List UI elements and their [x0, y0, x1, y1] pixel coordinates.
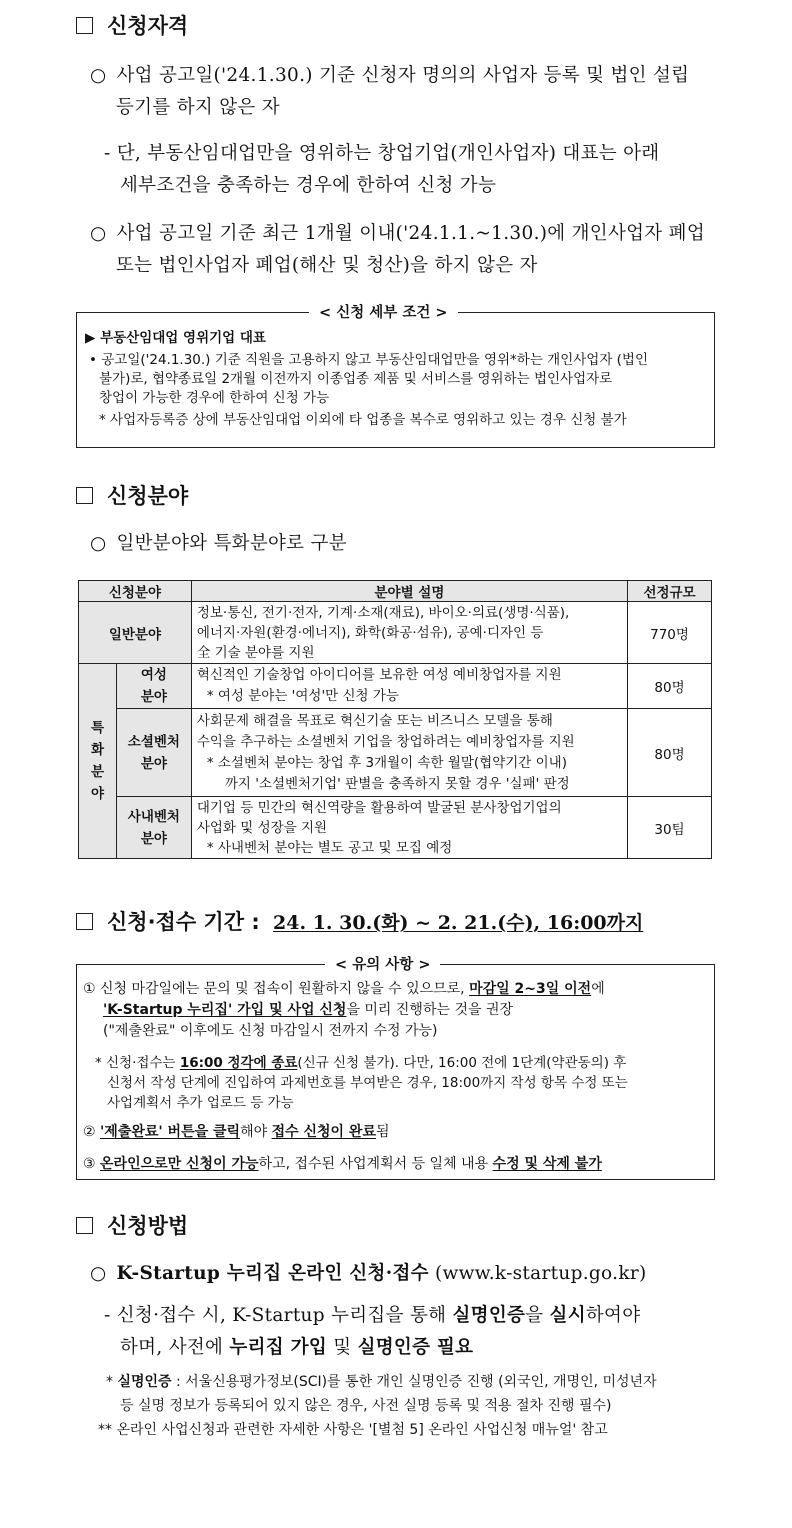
eligibility-exception: - 단, 부동산임대업만을 영위하는 창업기업(개인사업자) 대표는 아래 세부조건을 충족하는 경우에 한하여 신청 가능	[104, 143, 660, 196]
method-online: ○ K-Startup 누리집 온라인 신청·접수 (www.k-startup.go.kr)	[90, 1263, 647, 1284]
checkbox-icon	[76, 1217, 93, 1234]
circle-bullet-icon: ○	[90, 223, 107, 244]
table-row	[79, 797, 712, 859]
checkbox-icon	[76, 17, 93, 34]
table-row	[79, 664, 712, 709]
social-venture-label: 소셜벤처 분야	[116, 709, 191, 797]
table-row	[79, 602, 712, 664]
method-verification: - 신청·접수 시, K-Startup 누리집을 통해 실명인증을 실시하여야 하며, 사전에 누리집 가입 및 실명인증 필요	[104, 1305, 641, 1358]
in-house-venture-scale: 30팀	[628, 797, 712, 859]
section-title-fields: 신청분야	[76, 480, 188, 510]
table-row	[79, 709, 712, 797]
in-house-venture-desc: 대기업 등 민간의 혁신역량을 활용하여 발굴된 분사창업기업의 사업화 및 성장을 지원 * 사내벤처 분야는 별도 공고 및 모집 예정	[191, 797, 627, 859]
eligibility-item-2: ○ 사업 공고일 기준 최근 1개월 이내('24.1.1.~1.30.)에 개인사업자 폐업 또는 법인사업자 폐업(해산 및 청산)을 하지 않은 자	[90, 223, 705, 276]
eligibility-item-1: ○ 사업 공고일('24.1.30.) 기준 신청자 명의의 사업자 등록 및 법인 설립 등기를 하지 않은 자	[90, 65, 690, 118]
women-field-scale: 80명	[628, 664, 712, 709]
verification-note: * 실명인증 : 서울신용평가정보(SCI)를 통한 개인 실명인증 진행 (외국인, 개명인, 미성년자 등 실명 정보가 등록되어 있지 않은 경우, 사전 실명 등록 및 적용 절차 진행 필수)	[106, 1374, 657, 1414]
detail-conditions-box	[76, 305, 715, 448]
notice-item-2: ② '제출완료' 버튼을 클릭해야 접수 신청이 완료됨	[83, 1124, 390, 1140]
table-header: 신청분야	[79, 581, 192, 602]
social-venture-scale: 80명	[628, 709, 712, 797]
application-period: 24. 1. 30.(화) ~ 2. 21.(수), 16:00까지	[273, 912, 644, 934]
social-venture-desc: 사회문제 해결을 목표로 혁신기술 또는 비즈니스 모델을 통해 수익을 추구하는 소셜벤처 기업을 창업하려는 예비창업자를 지원 * 소셜벤처 분야는 창업 후 3개월이 속한 월말(협약기간 이내) 까지 '소셜벤처기업' 판별을 충족하지 못할 경우 '실패' 판정	[191, 709, 627, 797]
table-header: 분야별 설명	[191, 581, 627, 602]
women-field-label: 여성 분야	[116, 664, 191, 709]
notice-title: < 유의 사항 >	[325, 953, 440, 974]
special-field-label: 특 화 분 야	[79, 664, 117, 859]
notice-deadline-note: * 신청·접수는 16:00 정각에 종료(신규 신청 불가). 다만, 16:00 전에 1단계(약관동의) 후 신청서 작성 단계에 진입하여 과제번호를 부여받은 경우, 18:00까지 작성 항목 수정 또는 사업계획서 추가 업로드 등 가능	[95, 1055, 628, 1111]
table-header: 선정규모	[628, 581, 712, 602]
notice-box	[76, 957, 715, 1180]
section-title-eligibility: 신청자격	[76, 10, 188, 40]
section-title-method: 신청방법	[76, 1210, 188, 1240]
general-field-desc: 정보·통신, 전기·전자, 기계·소재(재료), 바이오·의료(생명·식품), 에너지·자원(환경·에너지), 화학(화공·섬유), 공예·디자인 등 全 기술 분야를 지원	[191, 602, 627, 664]
fields-summary: ○ 일반분야와 특화분야로 구분	[90, 533, 347, 554]
in-house-venture-label: 사내벤처 분야	[116, 797, 191, 859]
women-field-desc: 혁신적인 기술창업 아이디어를 보유한 여성 예비창업자를 지원 * 여성 분야는 '여성'만 신청 가능	[191, 664, 627, 709]
detail-conditions-text: • 공고일('24.1.30.) 기준 직원을 고용하지 않고 부동산임대업만을 영위*하는 개인사업자 (법인 불가)로, 협약종료일 2개월 이전까지 이종업종 제품 및 서비스를 영위하는 법인사업자로 창업이 가능한 경우에 한하여 신청 가능 * 사업자등록증 상에 부동산임대업 이외에 타 업종을 복수로 영위하고 있는 경우 신청 불가	[89, 352, 649, 428]
checkbox-icon	[76, 913, 93, 930]
detail-conditions-title: < 신청 세부 조건 >	[309, 301, 458, 322]
manual-reference-note: ** 온라인 사업신청과 관련한 자세한 사항은 '[별첨 5] 온라인 사업신청 매뉴얼' 참고	[98, 1422, 608, 1438]
circle-bullet-icon: ○	[90, 1263, 107, 1284]
general-field-scale: 770명	[628, 602, 712, 664]
section-title-period: 신청·접수 기간 : 24. 1. 30.(화) ~ 2. 21.(수), 16:00까지	[76, 906, 643, 936]
notice-item-3: ③ 온라인으로만 신청이 가능하고, 접수된 사업계획서 등 일체 내용 수정 및 삭제 불가	[83, 1156, 602, 1172]
notice-item-1: ① 신청 마감일에는 문의 및 접속이 원활하지 않을 수 있으므로, 마감일 2~3일 이전에 'K-Startup 누리집' 가입 및 사업 신청을 미리 진행하는 것을 권장 ("제출완료" 이후에도 신청 마감일시 전까지 수정 가능)	[83, 981, 605, 1039]
circle-bullet-icon: ○	[90, 533, 107, 554]
circle-bullet-icon: ○	[90, 65, 107, 86]
checkbox-icon	[76, 487, 93, 504]
general-field-label: 일반분야	[79, 602, 192, 664]
detail-conditions-heading: ▶ 부동산임대업 영위기업 대표	[85, 330, 266, 346]
fields-table	[78, 580, 712, 859]
